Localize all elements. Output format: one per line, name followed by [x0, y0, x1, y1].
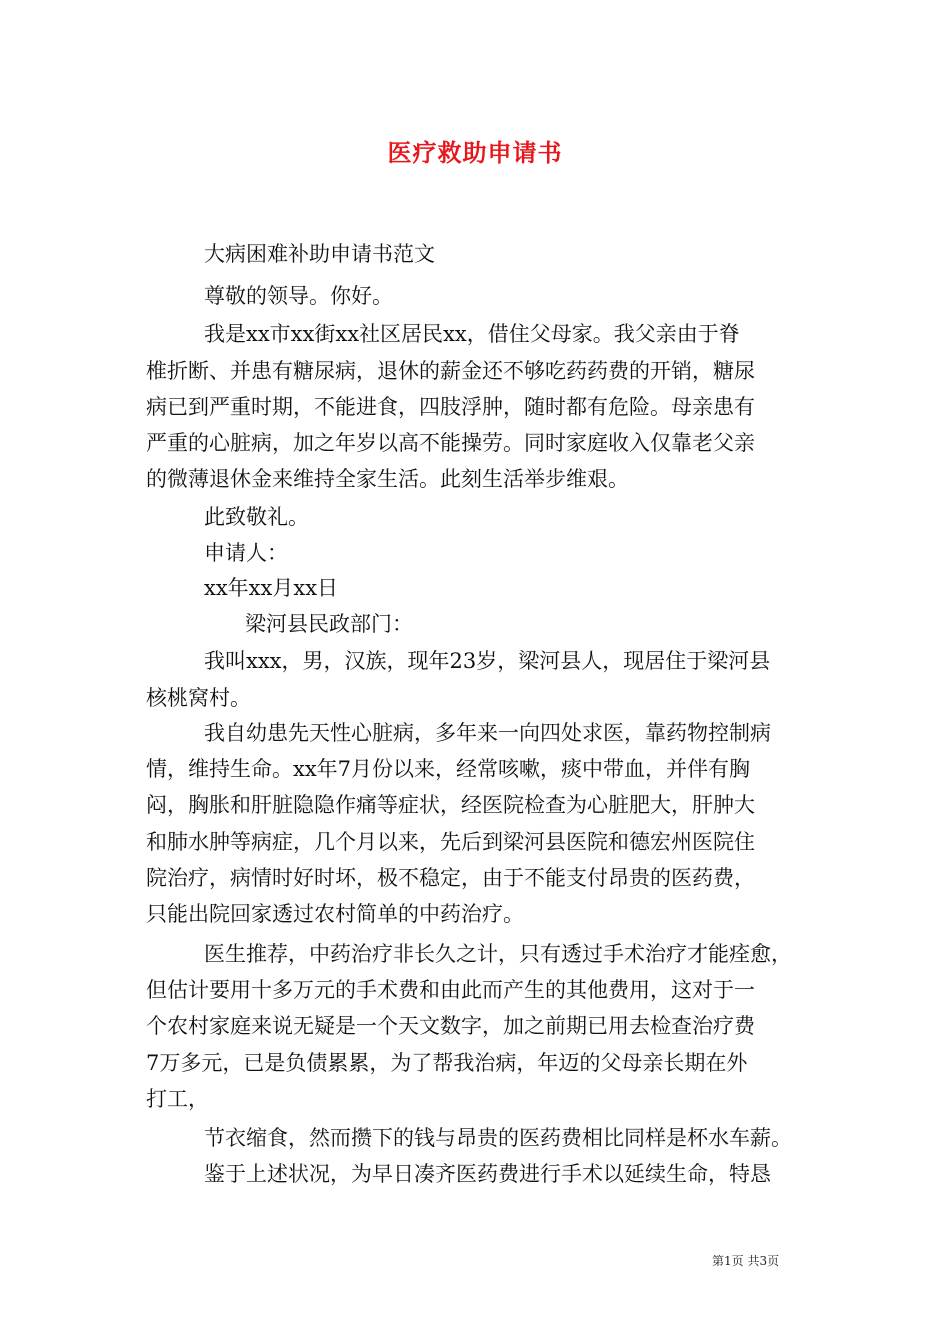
page-number: 第1页 共3页 [712, 1254, 780, 1268]
text-line: 情，维持生命。xx年7月份以来，经常咳嗽，痰中带血，并伴有胸 [146, 757, 751, 781]
text-line: 我自幼患先天性心脏病，多年来一向四处求医，靠药物控制病 [204, 721, 771, 745]
text-line: 尊敬的领导。你好。 [204, 284, 393, 308]
text-line: 严重的心脏病，加之年岁以高不能操劳。同时家庭收入仅靠老父亲 [146, 431, 755, 455]
text-line: 个农村家庭来说无疑是一个天文数字，加之前期已用去检查治疗费 [146, 1014, 755, 1038]
text-line: 只能出院回家透过农村简单的中药治疗。 [146, 902, 524, 926]
text-line: 申请人： [204, 541, 288, 565]
text-line: 此致敬礼。 [204, 505, 309, 529]
text-line: 大病困难补助申请书范文 [204, 242, 435, 266]
text-line: 椎折断、并患有糖尿病，退休的薪金还不够吃药药费的开销，糖尿 [146, 359, 755, 383]
text-line: 打工， [146, 1087, 209, 1111]
page-title: 医疗救助申请书 [387, 139, 563, 167]
text-line: 院治疗，病情时好时坏，极不稳定，由于不能支付昂贵的医药费， [146, 866, 755, 890]
text-line: 我是xx市xx街xx社区居民xx，借住父母家。我父亲由于脊 [204, 322, 740, 346]
text-line: 我叫xxx，男，汉族，现年23岁，梁河县人，现居住于梁河县 [204, 649, 771, 673]
text-line: 病已到严重时期，不能进食，四肢浮肿，随时都有危险。母亲患有 [146, 395, 755, 419]
text-line: 医生推荐，中药治疗非长久之计，只有透过手术治疗才能痊愈， [204, 942, 792, 966]
text-line: 的微薄退休金来维持全家生活。此刻生活举步维艰。 [146, 467, 629, 491]
text-line: 节衣缩食，然而攒下的钱与昂贵的医药费相比同样是杯水车薪。 [204, 1126, 792, 1150]
text-line: 和肺水肿等病症，几个月以来，先后到梁河县医院和德宏州医院住 [146, 830, 755, 854]
text-line: 鉴于上述状况，为早日凑齐医药费进行手术以延续生命，特恳 [204, 1162, 771, 1186]
text-line: 7万多元，已是负债累累，为了帮我治病，年迈的父母亲长期在外 [146, 1051, 748, 1075]
text-line: 梁河县民政部门： [245, 612, 413, 636]
text-line: 闷，胸胀和肝脏隐隐作痛等症状，经医院检查为心脏肥大，肝肿大 [146, 793, 755, 817]
text-line: xx年xx月xx日 [204, 576, 339, 600]
text-line: 但估计要用十多万元的手术费和由此而产生的其他费用，这对于一 [146, 978, 755, 1002]
text-line: 核桃窝村。 [146, 686, 251, 710]
